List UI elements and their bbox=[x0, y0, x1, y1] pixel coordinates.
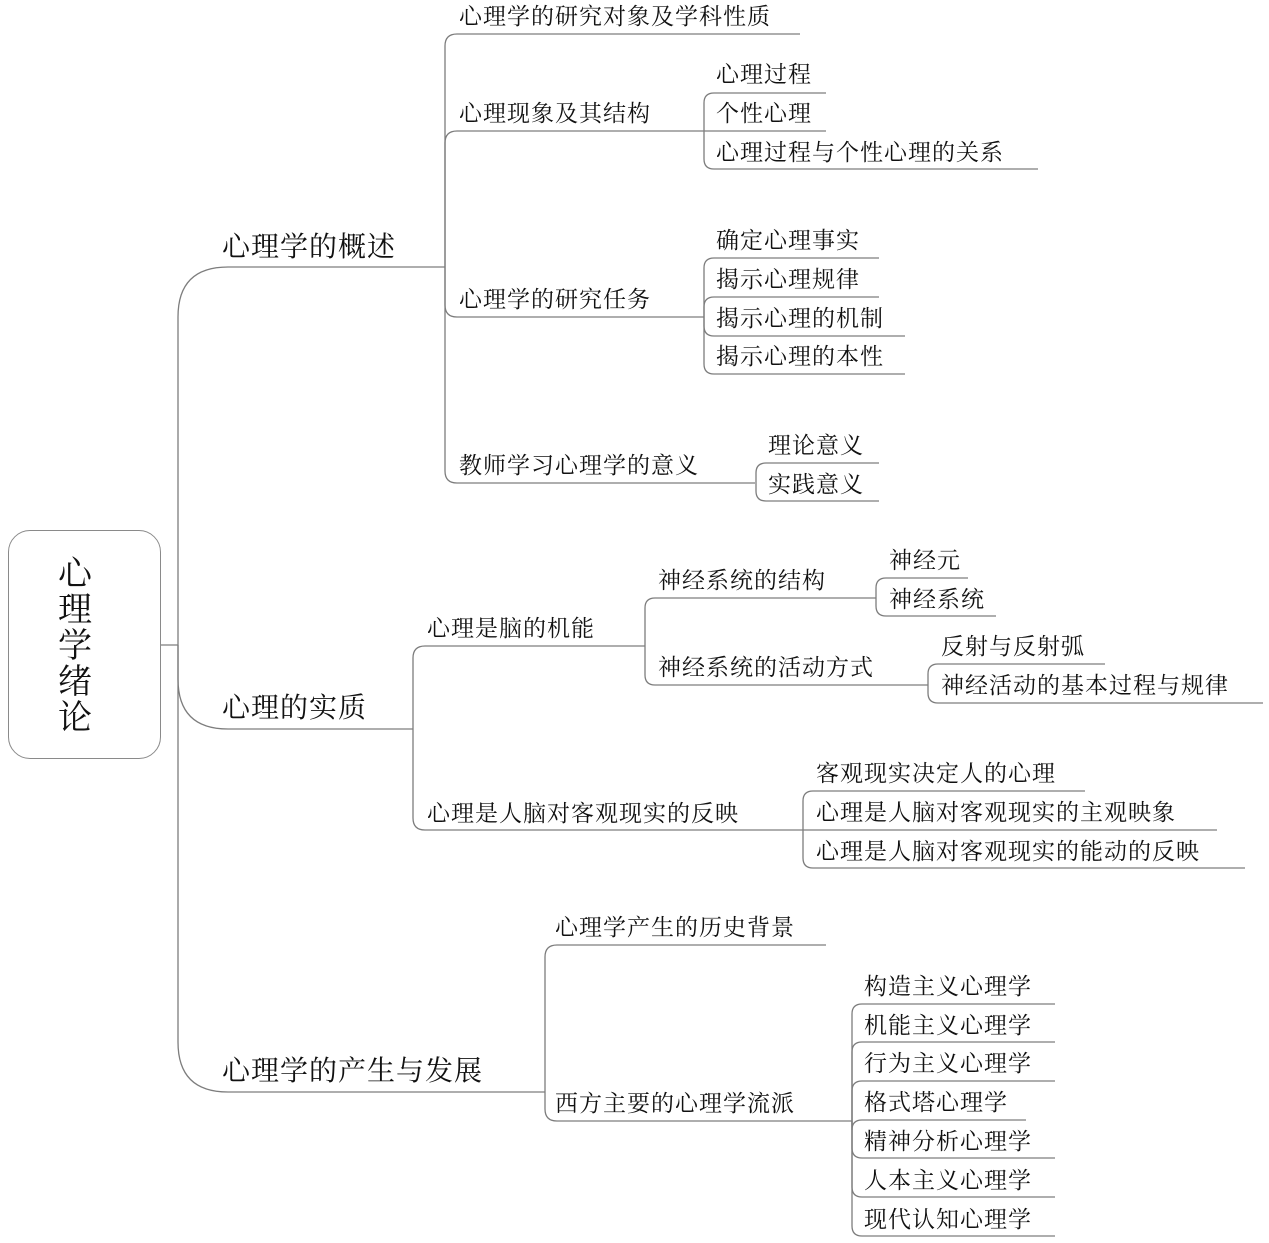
leaf-node: 反射与反射弧 bbox=[941, 634, 1085, 660]
leaf-node: 个性心理 bbox=[716, 101, 812, 127]
branch-overview: 心理学的概述 bbox=[222, 230, 397, 263]
leaf-node: 人本主义心理学 bbox=[864, 1168, 1032, 1194]
leaf-node: 揭示心理的机制 bbox=[716, 306, 884, 332]
leaf-node: 心理过程与个性心理的关系 bbox=[716, 140, 1004, 166]
leaf-node: 客观现实决定人的心理 bbox=[816, 761, 1056, 787]
topic-reflection: 心理是人脑对客观现实的反映 bbox=[427, 801, 739, 827]
root-node-label bbox=[55, 556, 95, 736]
leaf-node: 格式塔心理学 bbox=[864, 1090, 1008, 1116]
leaf-node: 神经系统 bbox=[889, 587, 985, 613]
connector-line bbox=[178, 267, 445, 645]
leaf-node: 行为主义心理学 bbox=[864, 1051, 1032, 1077]
leaf-node: 心理过程 bbox=[716, 62, 812, 88]
topic-research-tasks: 心理学的研究任务 bbox=[459, 287, 651, 313]
root-char: 论 bbox=[58, 698, 92, 738]
root-char: 理 bbox=[58, 590, 92, 630]
leaf-node: 神经活动的基本过程与规律 bbox=[941, 673, 1229, 699]
topic-research-object: 心理学的研究对象及学科性质 bbox=[459, 4, 771, 30]
connector-line bbox=[645, 598, 876, 646]
leaf-node: 理论意义 bbox=[768, 433, 864, 459]
connector-line bbox=[445, 131, 704, 267]
topic-nervous-activity: 神经系统的活动方式 bbox=[658, 655, 874, 681]
leaf-node: 揭示心理规律 bbox=[716, 267, 860, 293]
root-char: 学 bbox=[58, 626, 92, 666]
leaf-node: 构造主义心理学 bbox=[864, 974, 1032, 1000]
leaf-node: 确定心理事实 bbox=[716, 228, 860, 254]
topic-teacher-significance: 教师学习心理学的意义 bbox=[459, 453, 699, 479]
root-char: 绪 bbox=[58, 662, 92, 702]
branch-essence: 心理的实质 bbox=[222, 691, 368, 724]
leaf-node: 机能主义心理学 bbox=[864, 1013, 1032, 1039]
leaf-node: 实践意义 bbox=[768, 472, 864, 498]
topic-phenomena-structure: 心理现象及其结构 bbox=[459, 101, 651, 127]
leaf-node: 心理是人脑对客观现实的主观映象 bbox=[816, 800, 1176, 826]
root-char: 心 bbox=[58, 554, 92, 594]
leaf-node: 神经元 bbox=[889, 548, 961, 574]
topic-history: 心理学产生的历史背景 bbox=[555, 915, 795, 941]
topic-schools: 西方主要的心理学流派 bbox=[555, 1091, 795, 1117]
leaf-node: 揭示心理的本性 bbox=[716, 344, 884, 370]
topic-brain-function: 心理是脑的机能 bbox=[427, 616, 595, 642]
leaf-node: 心理是人脑对客观现实的能动的反映 bbox=[816, 839, 1200, 865]
leaf-node: 精神分析心理学 bbox=[864, 1129, 1032, 1155]
branch-development: 心理学的产生与发展 bbox=[222, 1054, 484, 1087]
connector-line bbox=[545, 945, 826, 1092]
topic-nervous-structure: 神经系统的结构 bbox=[658, 568, 826, 594]
leaf-node: 现代认知心理学 bbox=[864, 1207, 1032, 1233]
connector-line bbox=[413, 646, 645, 729]
